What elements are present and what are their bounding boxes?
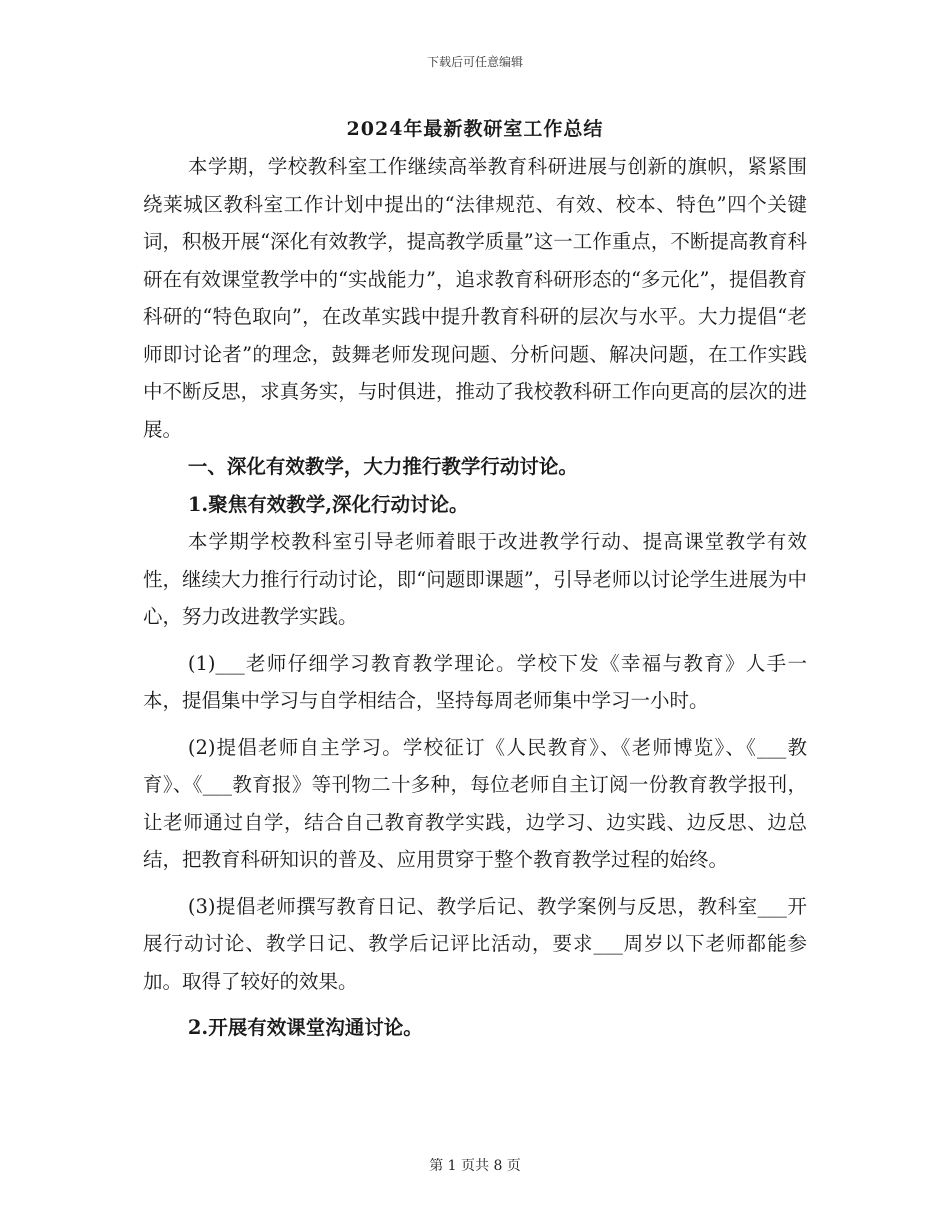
intro-paragraph: 本学期，学校教科室工作继续高举教育科研进展与创新的旗帜，紧紧围绕莱城区教科室工作计划中提出的“法律规范、有效、校本、特色”四个关键词，积极开展“深化有效教学，提高教学质量”这一工作重点，不断提高教育科研在有效课堂教学中的“实战能力”，追求教育科研形态的“多元化”，提倡教育科研的“特色取向”，在改革实践中提升教育科研的层次与水平。大力提倡“老师即讨论者”的理念，鼓舞老师发现问题、分析问题、解决问题，在工作实践中不断反思，求真务实，与时俱进，推动了我校教科研工作向更高的层次的进展。 — [143, 155, 807, 441]
document-body — [143, 148, 807, 1047]
document-title: 2024年最新教研室工作总结 — [346, 118, 604, 140]
subsection-heading-1: 1.聚焦有效教学,深化行动讨论。 — [187, 492, 469, 516]
page-number-footer: 第 1 页共 8 页 — [429, 1158, 521, 1174]
paragraph-item-3: (3)提倡老师撰写教育日记、教学后记、教学案例与反思，教科室___开展行动讨论、教学日记、教学后记评比活动，要求___周岁以下老师都能参加。取得了较好的效果。 — [143, 894, 807, 993]
subsection-heading-2: 2.开展有效课堂沟通讨论。 — [187, 1016, 423, 1039]
header-note: 下载后可任意编辑 — [426, 55, 523, 69]
paragraph-action-research: 本学期学校教科室引导老师着眼于改进教学行动、提高课堂教学有效性，继续大力推行行动讨论，即“问题即课题”，引导老师以讨论学生进展为中心，努力改进教学实践。 — [143, 530, 807, 628]
section-heading-1: 一、深化有效教学，大力推行教学行动讨论。 — [187, 455, 578, 478]
paragraph-item-1: (1)___老师仔细学习教育教学理论。学校下发《幸福与教育》人手一本，提倡集中学习与自学相结合，坚持每周老师集中学习一小时。 — [143, 651, 807, 712]
paragraph-item-2: (2)提倡老师自主学习。学校征订《人民教育》、《老师博览》、《___教育》、《___教育报》等刊物二十多种，每位老师自主订阅一份教育教学报刊，让老师通过自学，结合自己教育教学实践，边学习、边实践、边反思、边总结，把教育科研知识的普及、应用贯穿于整个教育教学过程的始终。 — [143, 735, 807, 871]
